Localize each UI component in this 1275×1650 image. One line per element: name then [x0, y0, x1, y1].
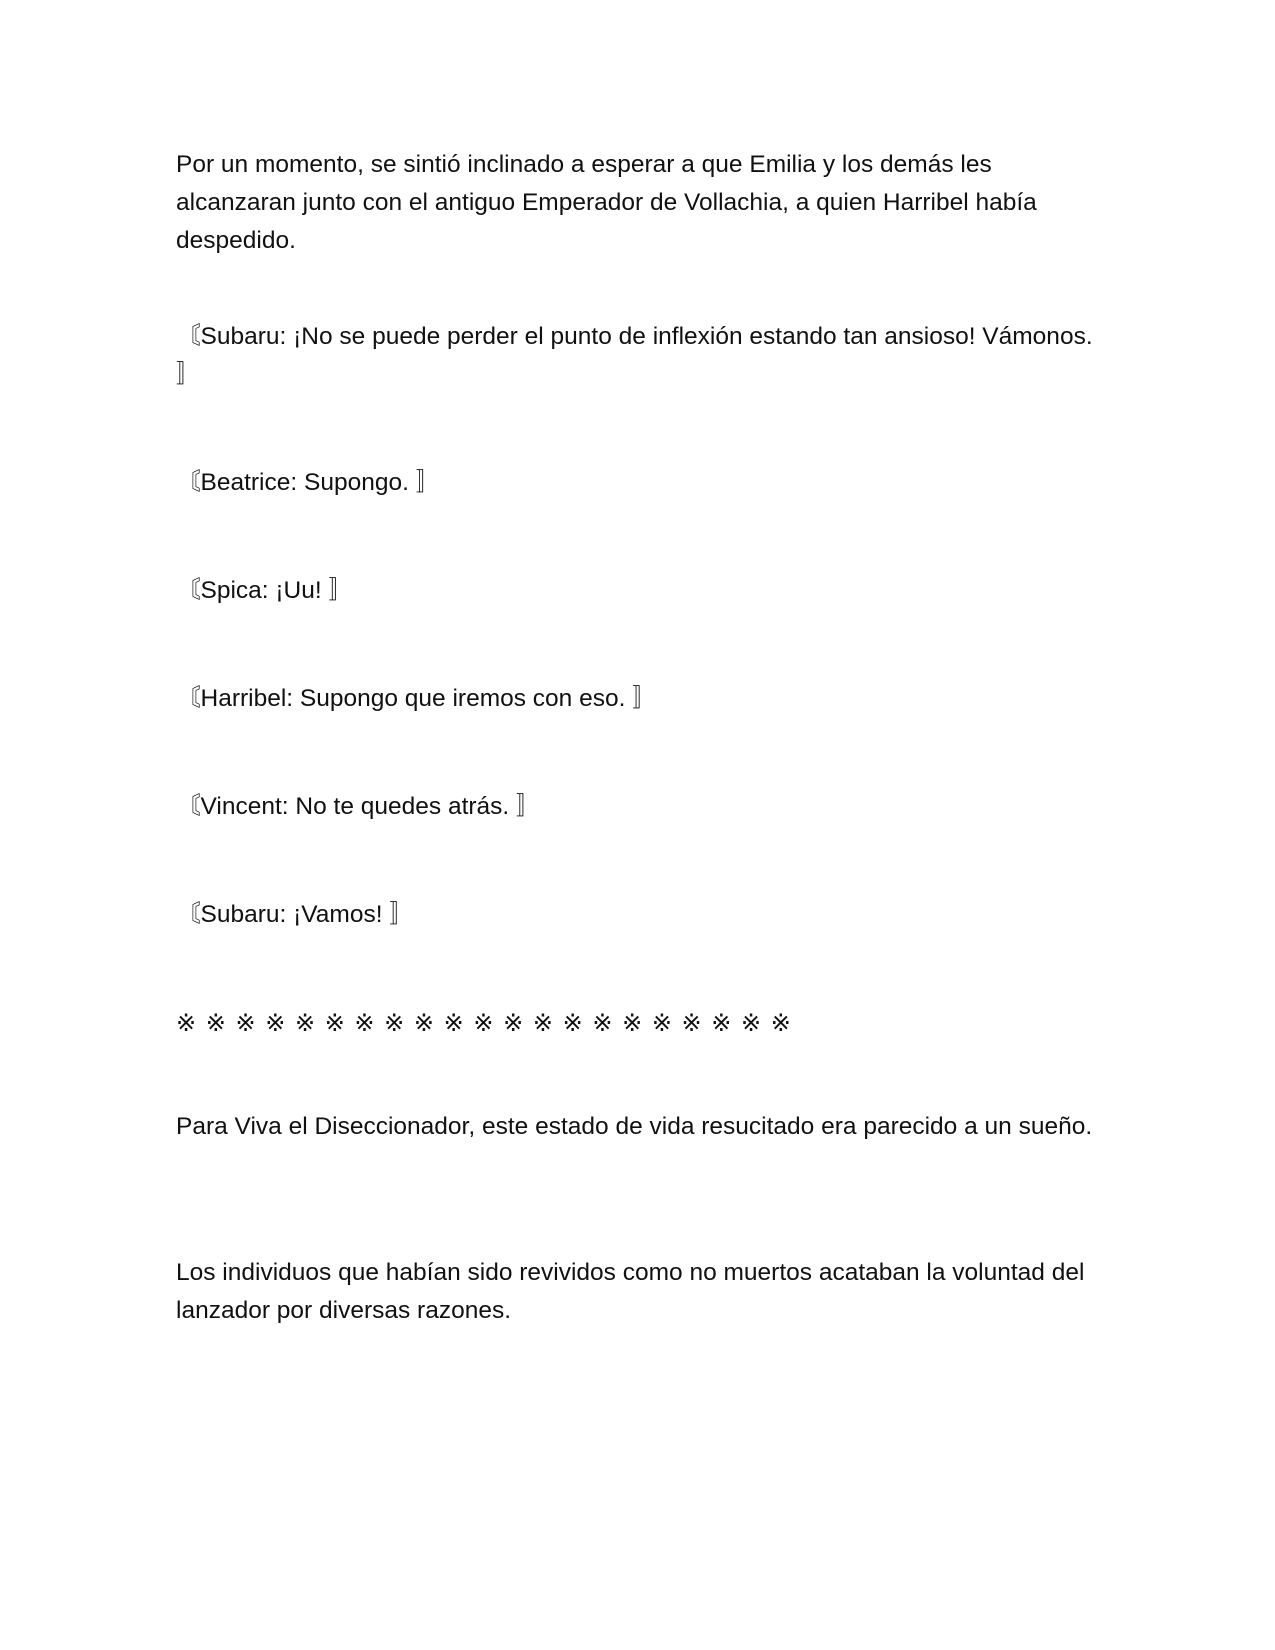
paragraph-viva: Para Viva el Diseccionador, este estado de vida resucitado era parecido a un sueño. — [176, 1113, 1093, 1140]
paragraph-undead: Los individuos que habían sido revividos como no muertos acataban la voluntad del lanzador por diversas razones. — [176, 1259, 1092, 1324]
paragraph-intro: Por un momento, se sintió inclinado a esperar a que Emilia y los demás les alcanzaran junto con el antiguo Emperador de Vollachia, a quien Harribel había despedido. — [176, 151, 1044, 254]
section-separator: ※ ※ ※ ※ ※ ※ ※ ※ ※ ※ ※ ※ ※ ※ ※ ※ ※ ※ ※ ※ ※ — [176, 1009, 792, 1037]
dialogue-beatrice: 〘Beatrice: Supongo. 〛 — [176, 469, 441, 496]
dialogue-spica: 〘Spica: ¡Uu! 〛 — [176, 577, 353, 604]
dialogue-subaru-2: 〘Subaru: ¡Vamos! 〛 — [176, 901, 414, 928]
dialogue-subaru-1: 〘Subaru: ¡No se puede perder el punto de inflexión estando tan ansioso! Vámonos. 〛 — [176, 323, 1100, 388]
dialogue-vincent: 〘Vincent: No te quedes atrás. 〛 — [176, 793, 541, 820]
dialogue-harribel: 〘Harribel: Supongo que iremos con eso. 〛 — [176, 685, 657, 712]
